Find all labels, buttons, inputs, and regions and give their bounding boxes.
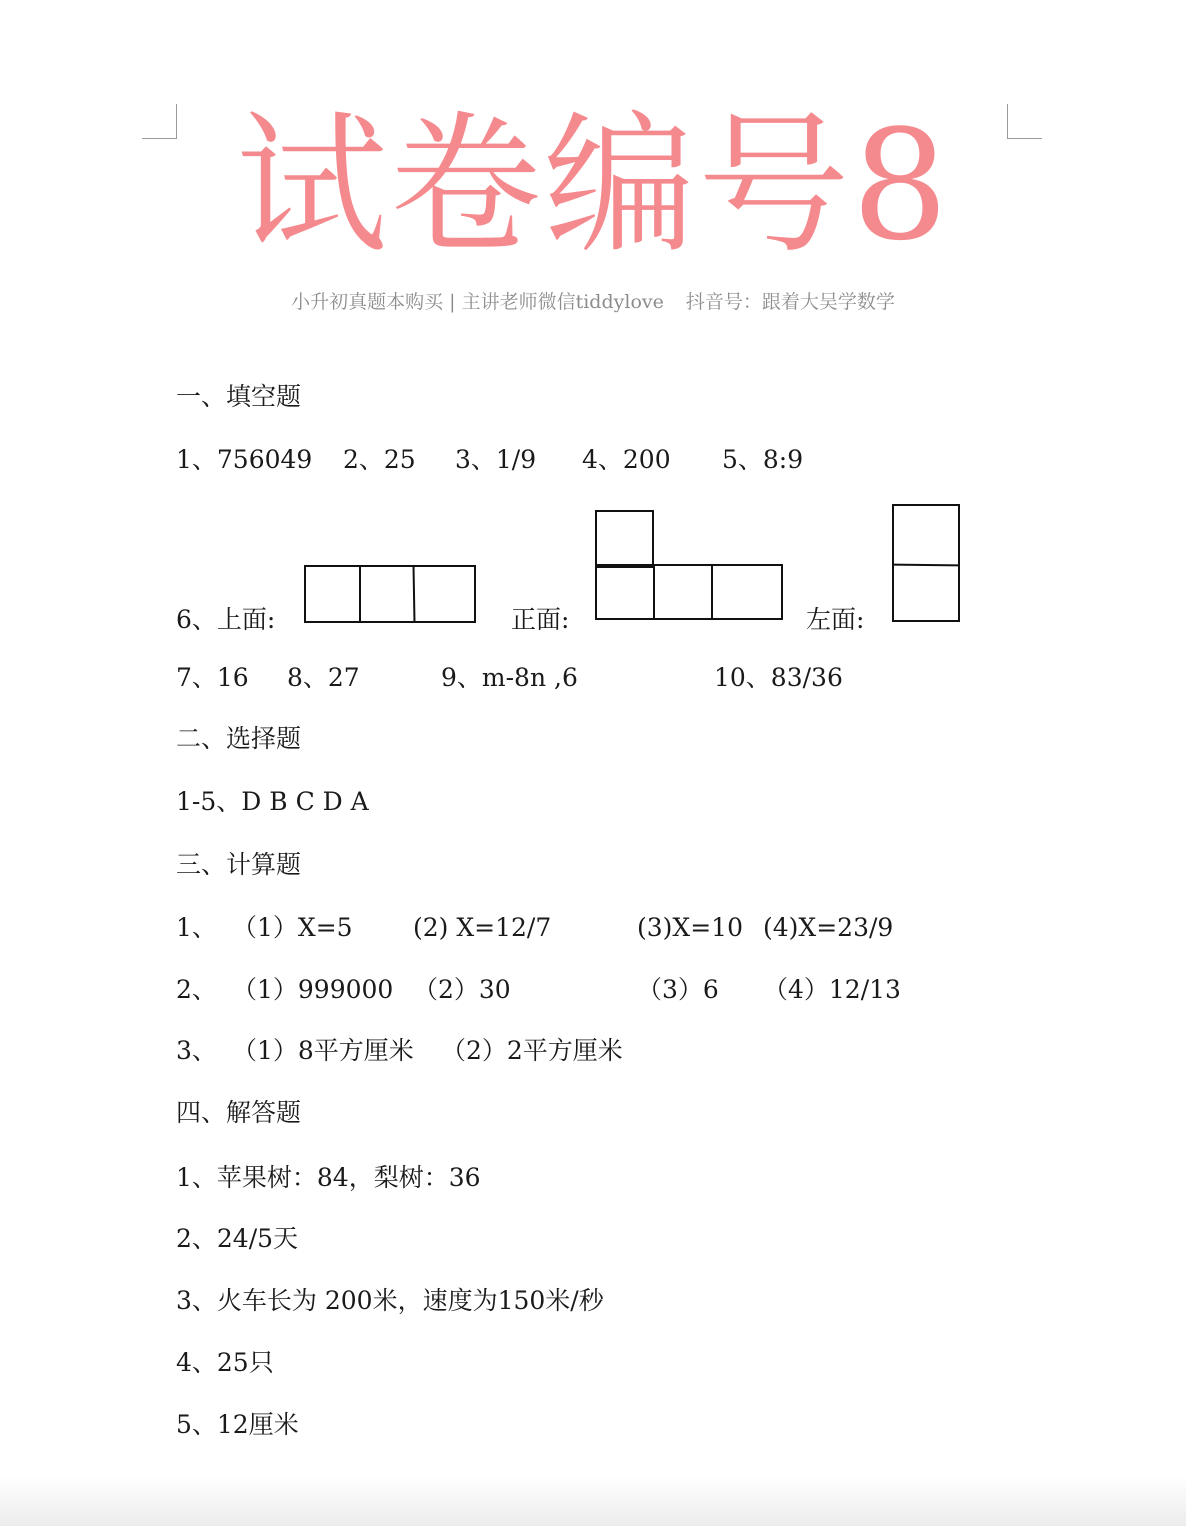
answer-1-4: 4、200: [582, 445, 671, 474]
page-bottom-shadow: [0, 1476, 1186, 1526]
answer-1-7: 7、16: [176, 663, 249, 692]
answer-1-8: 8、27: [287, 663, 360, 692]
calc-1-number: 1、: [176, 913, 217, 942]
answer-1-9: 9、m-8n ,6: [441, 663, 578, 692]
top-view-label: 6、上面:: [176, 605, 276, 634]
calc-1-part-3: (3)X=10: [637, 913, 743, 942]
page-subtitle: [0, 287, 1186, 314]
front-view-label: 正面:: [511, 605, 570, 634]
calc-2-part-4: （4）12/13: [763, 975, 901, 1004]
calc-3-number: 3、: [176, 1036, 217, 1065]
section-heading-calculation: 三、计算题: [176, 850, 302, 879]
answer-1-1: 1、756049: [176, 445, 313, 474]
calc-2-part-3: （3）6: [637, 975, 719, 1004]
answer-1-5: 5、8:9: [722, 445, 804, 474]
section-heading-multiple-choice: 二、选择题: [176, 724, 302, 753]
answer-1-3: 3、1/9: [455, 445, 537, 474]
section-heading-word-problems: 四、解答题: [176, 1098, 302, 1127]
calc-1-part-4: (4)X=23/9: [763, 913, 894, 942]
calc-3-part-1: （1）8平方厘米: [232, 1036, 414, 1065]
word-problem-answer-2: 2、24/5天: [176, 1224, 299, 1253]
calc-3-part-2: （2）2平方厘米: [441, 1036, 623, 1065]
choice-answers: 1-5、D B C D A: [176, 787, 369, 816]
word-problem-answer-3: 3、火车长为 200米，速度为150米/秒: [176, 1286, 604, 1315]
word-problem-answer-1: 1、苹果树：84，梨树：36: [176, 1163, 481, 1192]
word-problem-answer-5: 5、12厘米: [176, 1410, 299, 1439]
answer-1-2: 2、25: [343, 445, 416, 474]
left-view-label: 左面:: [806, 605, 865, 634]
page-title: 试卷编号8: [235, 97, 951, 274]
subtitle-right: 抖音号：跟着大吴学数学: [685, 291, 895, 313]
section-heading-fill-in: 一、填空题: [176, 382, 302, 411]
word-problem-answer-4: 4、25只: [176, 1348, 274, 1377]
answer-1-10: 10、83/36: [714, 663, 843, 692]
calc-2-part-2: （2）30: [413, 975, 511, 1004]
calc-2-number: 2、: [176, 975, 217, 1004]
subtitle-left: 小升初真题本购买 | 主讲老师微信tiddylove: [291, 291, 664, 313]
calc-1-part-2: (2) X=12/7: [413, 913, 552, 942]
calc-1-part-1: （1）X=5: [232, 913, 353, 942]
calc-2-part-1: （1）999000: [232, 975, 394, 1004]
